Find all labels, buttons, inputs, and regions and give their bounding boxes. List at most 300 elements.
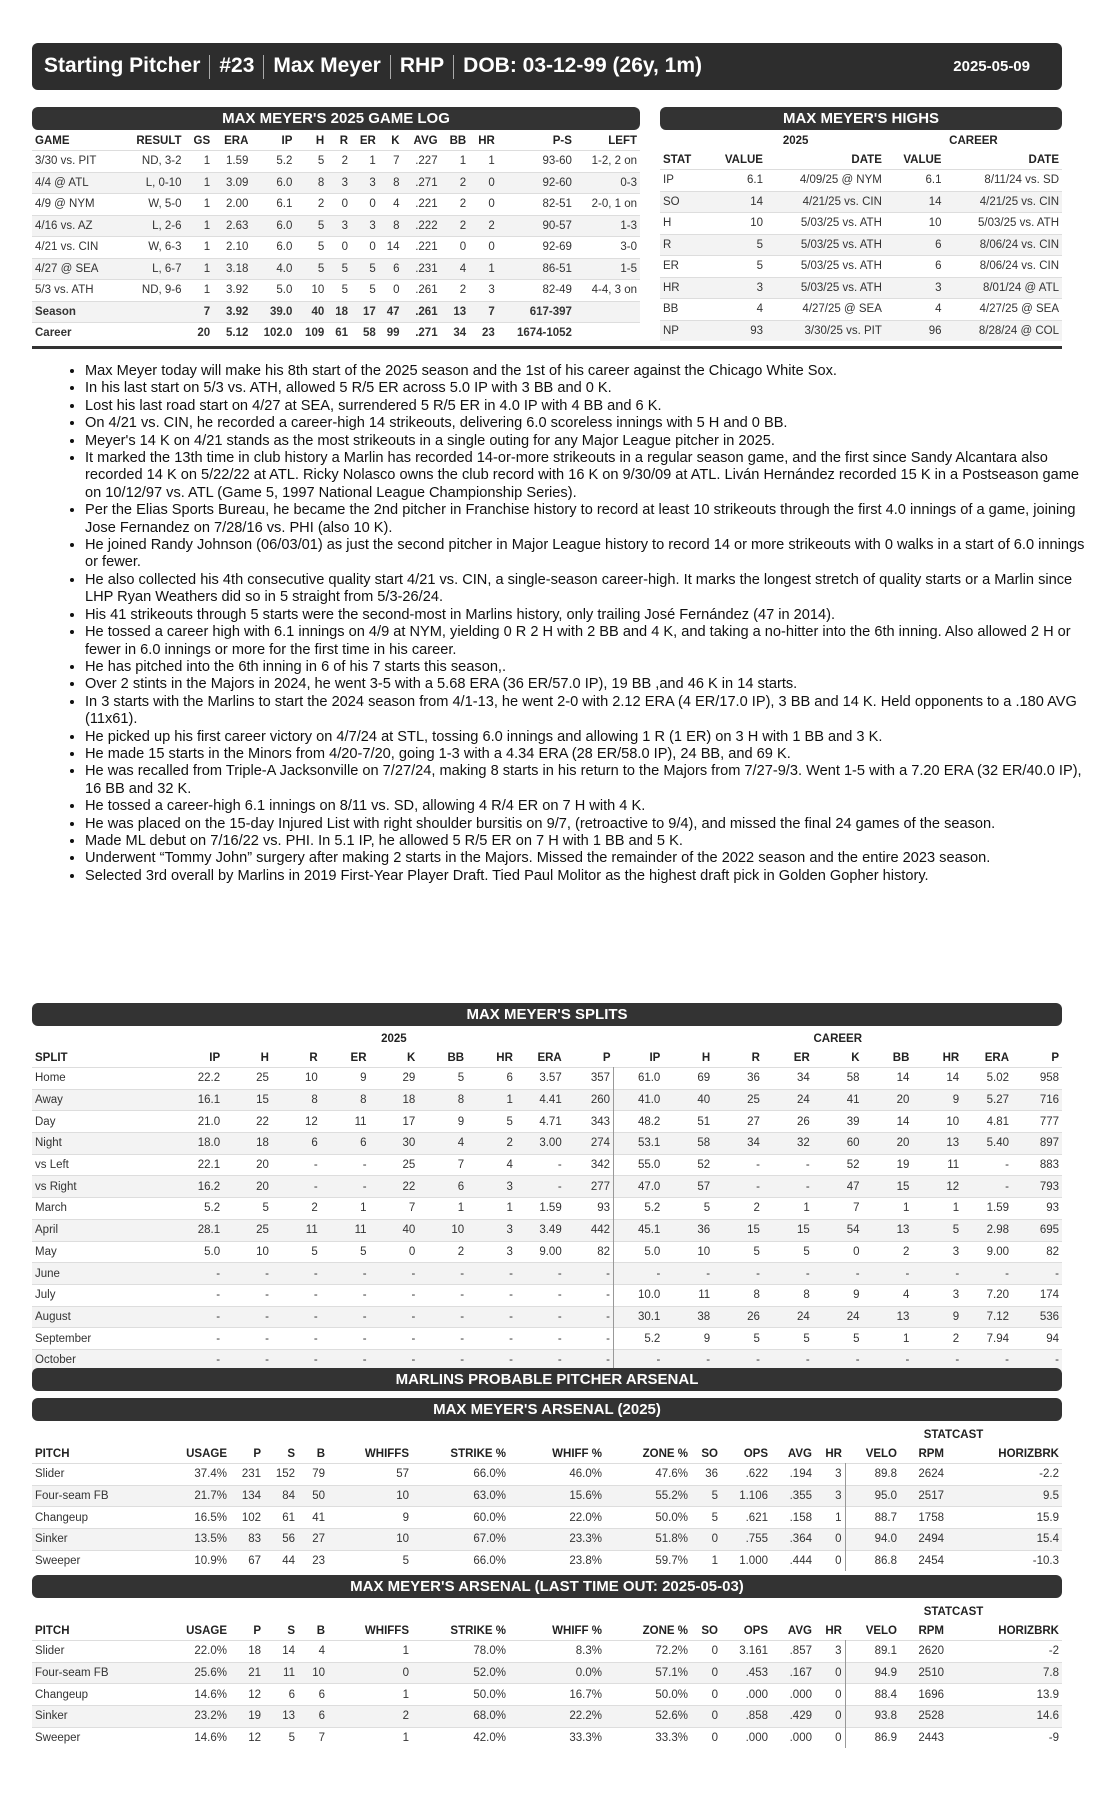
table-cell: - <box>863 1349 913 1370</box>
table-cell: 9 <box>663 1328 713 1350</box>
table-cell: 6 <box>272 1133 321 1155</box>
table-cell: 16.5% <box>172 1507 230 1529</box>
table-cell: 50.0% <box>605 1507 691 1529</box>
arsenal-last-table <box>32 1602 1062 1748</box>
table-cell: 5/03/25 vs. ATH <box>766 256 885 278</box>
table-cell: .158 <box>771 1507 815 1529</box>
table-cell: 3.92 <box>213 280 251 302</box>
table-cell: 10 <box>298 1662 328 1684</box>
table-cell: 11 <box>264 1662 298 1684</box>
table-cell: - <box>321 1328 370 1350</box>
table-cell: IP <box>660 170 706 192</box>
note-item: • He was recalled from Triple-A Jacksonville on 7/27/24, making 8 starts in his return to the Majors from 7/27-9/3. Went 1-5 with a 7.20 ERA (32 ER/40.0 IP), 16 BB and 32 K. <box>85 763 1090 798</box>
table-cell: - <box>272 1154 321 1176</box>
table-cell: 1674-1052 <box>498 323 575 344</box>
table-cell: 2 <box>469 215 498 237</box>
column-header: K <box>391 134 400 147</box>
note-item: • In 3 starts with the Marlins to start the 2024 season from 4/1-13, he went 2-0 with 2.12 ERA (4 ER/17.0 IP), 3 BB and 14 K. Held opponents to a .180 AVG (11x61). <box>85 694 1090 729</box>
table-cell: - <box>174 1263 223 1285</box>
table-cell: 2 <box>418 1241 467 1263</box>
table-cell: 5/03/25 vs. ATH <box>766 213 885 235</box>
table-row <box>32 258 640 280</box>
table-cell: 25 <box>713 1089 763 1111</box>
note-item: • He also collected his 4th consecutive quality start 4/21 vs. CIN, a single-season career-high. It marks the longest stretch of quality starts or a Marlin since LHP Ryan Weathers did so in 5 straight from 5/3-26/24. <box>85 572 1090 607</box>
table-cell: 231 <box>230 1464 264 1486</box>
table-cell: - <box>763 1349 813 1370</box>
table-cell: 52 <box>813 1154 863 1176</box>
splits-group-2025: 2025 <box>381 1032 407 1045</box>
table-cell: 25 <box>223 1219 272 1241</box>
table-cell: 4.0 <box>251 258 295 280</box>
table-cell: - <box>467 1284 516 1306</box>
table-cell: 28.1 <box>174 1219 223 1241</box>
table-cell: 1 <box>185 151 214 173</box>
table-cell: 5 <box>713 1328 763 1350</box>
table-cell: 3-0 <box>575 237 640 259</box>
table-cell: - <box>418 1328 467 1350</box>
column-header: P <box>1051 1051 1059 1064</box>
table-cell: 24 <box>763 1089 813 1111</box>
table-cell: 5 <box>351 280 379 302</box>
table-cell: ND, 9-6 <box>120 280 185 302</box>
column-header: AVG <box>413 134 438 147</box>
table-row <box>32 215 640 237</box>
table-cell: - <box>370 1349 419 1370</box>
table-cell: 11 <box>321 1111 370 1133</box>
table-cell: 357 <box>565 1068 614 1090</box>
table-cell: 90-57 <box>498 215 575 237</box>
table-cell: 33.3% <box>509 1727 605 1748</box>
table-cell: 29 <box>370 1068 419 1090</box>
table-cell: 13 <box>441 301 470 323</box>
table-cell: 82 <box>565 1241 614 1263</box>
table-cell: 0 <box>469 172 498 194</box>
table-cell: 8 <box>713 1284 763 1306</box>
table-cell: 12 <box>272 1111 321 1133</box>
table-cell: 7.20 <box>962 1284 1012 1306</box>
table-cell: 102.0 <box>251 323 295 344</box>
table-cell: .222 <box>403 215 441 237</box>
table-row <box>32 1485 1062 1507</box>
table-cell: 0 <box>351 194 379 216</box>
table-cell: 86.8 <box>845 1550 900 1571</box>
pitcher-title <box>32 54 953 78</box>
column-header: USAGE <box>186 1447 227 1460</box>
column-header: HORIZBRK <box>998 1447 1059 1460</box>
table-cell: 0 <box>691 1684 721 1706</box>
column-header: BB <box>447 1051 465 1064</box>
table-cell: - <box>321 1349 370 1370</box>
table-cell: 109 <box>295 323 327 344</box>
table-cell: 4/21/25 vs. CIN <box>766 191 885 213</box>
table-cell: 4/21 vs. CIN <box>32 237 120 259</box>
table-cell: 1.000 <box>721 1550 771 1571</box>
table-cell: 2 <box>272 1198 321 1220</box>
table-cell: 38 <box>663 1306 713 1328</box>
table-cell: .622 <box>721 1464 771 1486</box>
table-cell: 57 <box>328 1464 412 1486</box>
table-cell: 5/03/25 vs. ATH <box>766 234 885 256</box>
table-cell: 5 <box>467 1111 516 1133</box>
table-cell: 50.0% <box>605 1684 691 1706</box>
table-cell: R <box>660 234 706 256</box>
highs-table <box>660 131 1062 341</box>
table-cell: - <box>663 1349 713 1370</box>
table-cell: .453 <box>721 1662 771 1684</box>
table-cell: BB <box>660 299 706 321</box>
table-cell: 22.2 <box>174 1068 223 1090</box>
table-row <box>32 1154 1062 1176</box>
table-cell: - <box>418 1306 467 1328</box>
table-cell: 1 <box>328 1684 412 1706</box>
table-cell: 13 <box>863 1219 913 1241</box>
column-header: B <box>316 1447 325 1460</box>
table-cell: 18 <box>370 1089 419 1111</box>
table-cell: - <box>763 1263 813 1285</box>
table-cell: 1 <box>912 1198 962 1220</box>
table-cell: 10 <box>706 213 766 235</box>
table-cell: ER <box>660 256 706 278</box>
table-cell: 8 <box>295 172 327 194</box>
table-cell: 52.6% <box>605 1706 691 1728</box>
separator <box>390 55 391 79</box>
table-cell: 69 <box>663 1068 713 1090</box>
table-row <box>32 1219 1062 1241</box>
table-cell: -2.2 <box>947 1464 1062 1486</box>
table-cell: 6 <box>321 1133 370 1155</box>
table-cell: 3 <box>469 280 498 302</box>
table-row <box>32 1176 1062 1198</box>
table-cell: 5 <box>813 1328 863 1350</box>
table-cell: 8 <box>379 172 403 194</box>
table-cell: 5 <box>706 256 766 278</box>
table-cell: 1 <box>441 151 470 173</box>
table-cell: L, 6-7 <box>120 258 185 280</box>
table-cell: 536 <box>1012 1306 1062 1328</box>
table-cell: - <box>272 1263 321 1285</box>
note-item: • He tossed a career-high 6.1 innings on 8/11 vs. SD, allowing 4 R/4 ER on 7 H with 4 K. <box>85 798 1090 815</box>
table-cell: 93 <box>565 1198 614 1220</box>
column-header: VELO <box>865 1624 897 1637</box>
table-cell: 3 <box>815 1464 845 1486</box>
table-cell: - <box>713 1349 763 1370</box>
table-cell: 27 <box>713 1111 763 1133</box>
note-item: • Per the Elias Sports Bureau, he became the 2nd pitcher in Franchise history to record at least 10 strikeouts through the first 4.0 innings of a game, joining Jose Fernandez on 7/28/16 vs. PHI (also 10 K). <box>85 502 1090 537</box>
table-cell: 1-2, 2 on <box>575 151 640 173</box>
table-cell: 86.9 <box>845 1727 900 1748</box>
table-cell: 2.98 <box>962 1219 1012 1241</box>
table-cell: - <box>370 1328 419 1350</box>
table-cell: 7 <box>469 301 498 323</box>
table-cell: 58 <box>663 1133 713 1155</box>
table-cell: 11 <box>321 1219 370 1241</box>
table-cell: 16.1 <box>174 1089 223 1111</box>
table-cell: Home <box>32 1068 174 1090</box>
table-cell: 777 <box>1012 1111 1062 1133</box>
table-cell: 3 <box>912 1284 962 1306</box>
table-cell: 9.00 <box>516 1241 565 1263</box>
table-cell: 39.0 <box>251 301 295 323</box>
table-cell: 0 <box>691 1662 721 1684</box>
table-cell: - <box>713 1154 763 1176</box>
table-cell: .167 <box>771 1662 815 1684</box>
table-cell: .621 <box>721 1507 771 1529</box>
table-cell: 8/06/24 vs. CIN <box>944 256 1062 278</box>
notes-list <box>58 363 1090 885</box>
table-cell: -10.3 <box>947 1550 1062 1571</box>
table-cell: 52 <box>663 1154 713 1176</box>
table-cell: Career <box>32 323 120 344</box>
table-cell: 10 <box>885 213 945 235</box>
table-cell: 45.1 <box>614 1219 664 1241</box>
table-cell: 342 <box>565 1154 614 1176</box>
table-cell: 61 <box>264 1507 298 1529</box>
table-cell: - <box>614 1349 664 1370</box>
table-cell: 20 <box>223 1154 272 1176</box>
table-cell: 1 <box>321 1198 370 1220</box>
table-cell: 67 <box>230 1550 264 1571</box>
table-cell: 36 <box>663 1219 713 1241</box>
table-row <box>660 213 1062 235</box>
note-item: • He picked up his first career victory on 4/7/24 at STL, tossing 6.0 innings and allowing 1 R (1 ER) on 3 H with 1 BB and 3 K. <box>85 729 1090 746</box>
table-cell: - <box>516 1154 565 1176</box>
table-cell: 6.1 <box>251 194 295 216</box>
table-cell: 48.2 <box>614 1111 664 1133</box>
table-cell <box>575 323 640 344</box>
column-header: HR <box>478 134 495 147</box>
table-cell: 8/11/24 vs. SD <box>944 170 1062 192</box>
table-cell: 1-5 <box>575 258 640 280</box>
column-header: DATE <box>851 153 882 166</box>
table-cell: 10 <box>912 1111 962 1133</box>
table-row <box>32 1133 1062 1155</box>
column-header: VELO <box>865 1447 897 1460</box>
table-cell: 1 <box>185 194 214 216</box>
table-cell: NP <box>660 320 706 341</box>
table-cell: 2510 <box>900 1662 947 1684</box>
table-cell: 2443 <box>900 1727 947 1748</box>
table-cell: - <box>321 1306 370 1328</box>
table-cell: - <box>370 1306 419 1328</box>
table-cell: 47.0 <box>614 1176 664 1198</box>
table-row <box>32 1706 1062 1728</box>
table-row <box>32 1089 1062 1111</box>
table-cell: 86-51 <box>498 258 575 280</box>
table-cell: - <box>174 1306 223 1328</box>
table-cell: 0 <box>691 1706 721 1728</box>
table-cell: - <box>516 1328 565 1350</box>
table-cell: 1 <box>418 1198 467 1220</box>
column-header: PITCH <box>35 1447 70 1460</box>
table-cell: 0 <box>691 1641 721 1663</box>
header-throws: RHP <box>399 54 445 78</box>
table-cell: - <box>272 1176 321 1198</box>
table-cell: 79 <box>298 1464 328 1486</box>
header-name: Max Meyer <box>273 54 381 78</box>
table-cell: 17 <box>351 301 379 323</box>
table-cell: 4/4 @ ATL <box>32 172 120 194</box>
table-cell: 4 <box>418 1133 467 1155</box>
table-row <box>32 1111 1062 1133</box>
table-cell: 3 <box>467 1241 516 1263</box>
column-header: HR <box>825 1447 842 1460</box>
column-header: WHIFF % <box>552 1447 602 1460</box>
table-cell: 10.0 <box>614 1284 664 1306</box>
table-cell: 33.3% <box>605 1727 691 1748</box>
table-cell: 3/30 vs. PIT <box>32 151 120 173</box>
table-cell: .858 <box>721 1706 771 1728</box>
column-header: ERA <box>537 1051 562 1064</box>
table-cell: - <box>174 1328 223 1350</box>
table-cell: .261 <box>403 301 441 323</box>
table-cell: 36 <box>691 1464 721 1486</box>
column-header: S <box>287 1447 295 1460</box>
column-header: AVG <box>787 1624 812 1637</box>
table-cell: vs Right <box>32 1176 174 1198</box>
table-cell: 958 <box>1012 1068 1062 1090</box>
table-cell: 14 <box>912 1068 962 1090</box>
table-cell: 5 <box>351 258 379 280</box>
table-cell: 56 <box>264 1529 298 1551</box>
table-cell: .000 <box>721 1727 771 1748</box>
table-cell <box>120 323 185 344</box>
table-cell: - <box>962 1154 1012 1176</box>
table-cell: 3 <box>467 1219 516 1241</box>
table-cell: 1 <box>351 151 379 173</box>
table-cell: 50.0% <box>412 1684 509 1706</box>
table-cell: 72.2% <box>605 1641 691 1663</box>
table-cell: 0 <box>815 1684 845 1706</box>
table-cell: 66.0% <box>412 1550 509 1571</box>
table-cell: 8 <box>272 1089 321 1111</box>
table-cell: 5/03/25 vs. ATH <box>944 213 1062 235</box>
table-cell: .000 <box>771 1727 815 1748</box>
table-cell: 5 <box>663 1198 713 1220</box>
table-cell: 61.0 <box>614 1068 664 1090</box>
table-cell: 40 <box>295 301 327 323</box>
table-cell: 4/27/25 @ SEA <box>944 299 1062 321</box>
table-cell: 92-69 <box>498 237 575 259</box>
table-cell: - <box>713 1176 763 1198</box>
table-row <box>32 1662 1062 1684</box>
table-cell: 18 <box>223 1133 272 1155</box>
table-cell: 1 <box>815 1507 845 1529</box>
table-cell: 93 <box>1012 1198 1062 1220</box>
table-row <box>660 320 1062 341</box>
table-cell: 3 <box>327 172 351 194</box>
table-cell: 10 <box>223 1241 272 1263</box>
table-cell: 5 <box>295 215 327 237</box>
table-cell: 695 <box>1012 1219 1062 1241</box>
column-header: R <box>339 134 348 147</box>
table-row <box>660 234 1062 256</box>
table-row <box>32 1306 1062 1328</box>
table-cell: 47 <box>379 301 403 323</box>
table-cell: 5.2 <box>174 1198 223 1220</box>
table-cell: 22 <box>223 1111 272 1133</box>
table-cell: 44 <box>264 1550 298 1571</box>
table-cell: 8 <box>763 1284 813 1306</box>
table-cell: 8/28/24 @ COL <box>944 320 1062 341</box>
table-cell: 5 <box>763 1328 813 1350</box>
table-cell: 1 <box>185 172 214 194</box>
table-cell: - <box>912 1349 962 1370</box>
table-cell: 32 <box>763 1133 813 1155</box>
table-cell: 4/9 @ NYM <box>32 194 120 216</box>
table-cell: 4 <box>706 299 766 321</box>
table-cell: 58 <box>351 323 379 344</box>
table-cell: .271 <box>403 172 441 194</box>
table-row <box>32 1684 1062 1706</box>
table-cell: - <box>1012 1349 1062 1370</box>
table-cell: 7 <box>379 151 403 173</box>
table-cell: 4/09/25 @ NYM <box>766 170 885 192</box>
table-cell: 5.2 <box>251 151 295 173</box>
table-cell: 5 <box>295 151 327 173</box>
table-cell: 4/27/25 @ SEA <box>766 299 885 321</box>
column-header: BB <box>449 134 467 147</box>
table-cell: 93.8 <box>845 1706 900 1728</box>
table-cell: 78.0% <box>412 1641 509 1663</box>
table-cell: 92-60 <box>498 172 575 194</box>
table-row <box>32 151 640 173</box>
table-cell: 1 <box>185 237 214 259</box>
separator <box>453 55 454 79</box>
splits-table <box>32 1029 1062 1371</box>
table-cell: 2624 <box>900 1464 947 1486</box>
table-cell: 6.0 <box>251 237 295 259</box>
table-cell: 20 <box>185 323 214 344</box>
column-header: HR <box>496 1051 513 1064</box>
arsenal-last-section <box>32 1575 1062 1748</box>
table-cell: 54 <box>813 1219 863 1241</box>
table-cell: 19 <box>230 1706 264 1728</box>
table-cell: 2 <box>441 172 470 194</box>
table-cell: 3 <box>815 1485 845 1507</box>
table-cell: 20 <box>863 1133 913 1155</box>
table-cell: - <box>272 1328 321 1350</box>
table-cell: -9 <box>947 1727 1062 1748</box>
table-cell: .355 <box>771 1485 815 1507</box>
table-cell: - <box>272 1349 321 1370</box>
note-item: • Lost his last road start on 4/27 at SEA, surrendered 5 R/5 ER in 4.0 IP with 4 BB and 6 K. <box>85 398 1090 415</box>
column-header: ERA <box>984 1051 1010 1064</box>
table-row <box>32 1263 1062 1285</box>
table-cell: - <box>467 1263 516 1285</box>
table-cell: 277 <box>565 1176 614 1198</box>
table-cell: - <box>467 1306 516 1328</box>
table-cell: 23 <box>469 323 498 344</box>
table-cell: 1758 <box>900 1507 947 1529</box>
table-cell: 0 <box>469 194 498 216</box>
table-cell: 0 <box>469 237 498 259</box>
table-cell: Four-seam FB <box>32 1485 172 1507</box>
table-cell: 897 <box>1012 1133 1062 1155</box>
table-cell: - <box>321 1284 370 1306</box>
table-cell: - <box>516 1263 565 1285</box>
table-cell: 1 <box>328 1727 412 1748</box>
table-cell: July <box>32 1284 174 1306</box>
table-cell: 40 <box>663 1089 713 1111</box>
table-cell: 15.4 <box>947 1529 1062 1551</box>
table-cell: Sinker <box>32 1706 172 1728</box>
table-cell: 52.0% <box>412 1662 509 1684</box>
table-cell: 9.5 <box>947 1485 1062 1507</box>
table-cell: - <box>467 1349 516 1370</box>
arsenal-2025-table <box>32 1425 1062 1571</box>
table-cell: - <box>565 1306 614 1328</box>
table-cell: 0 <box>815 1706 845 1728</box>
